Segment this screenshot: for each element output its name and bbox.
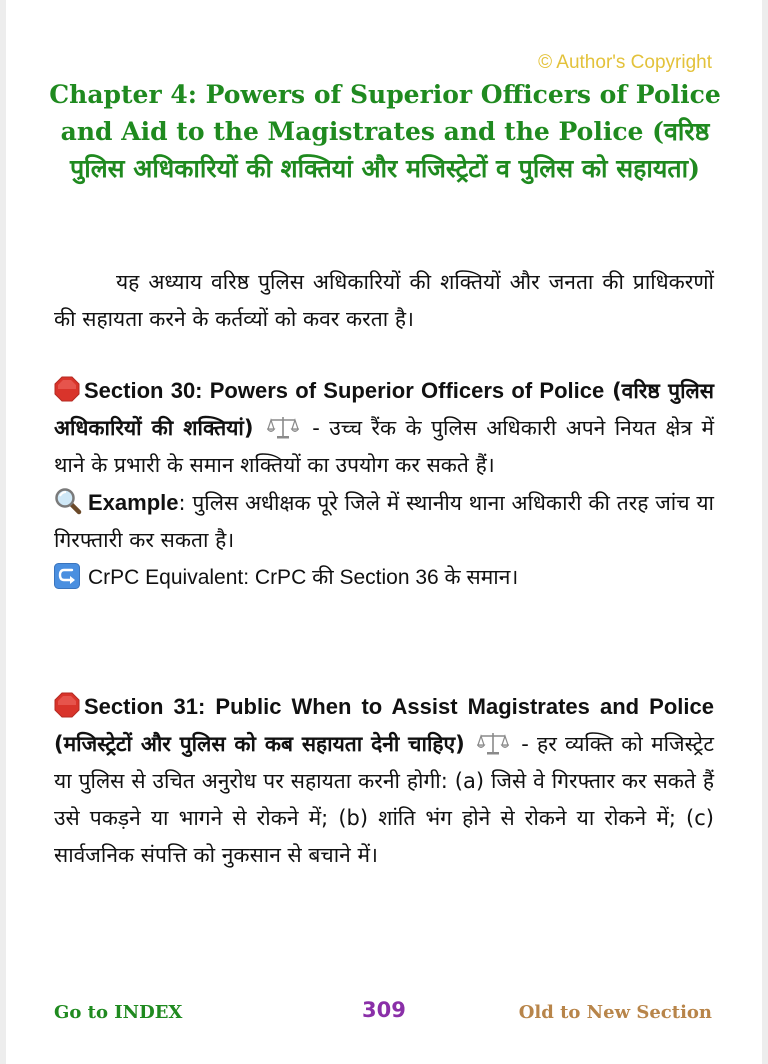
section-30 [54,372,714,596]
chapter-title-hindi: (वरिष्ठ पुलिस अधिकारियों की शक्तियां और मजिस्ट्रेटों व पुलिस को सहायता) [70,117,710,183]
page-footer [6,998,762,1028]
section-30-body: - उच्च रैंक के पुलिस अधिकारी अपने नियत क्षेत्र में थाने के प्रभारी के समान शक्तियों का उपयोग कर सकते हैं। [54,416,714,477]
example-label: Example [88,490,179,515]
section-31-heading-hindi: (मजिस्ट्रेटों और पुलिस को कब सहायता देनी चाहिए) [54,732,465,756]
section-31-heading: Section 31: Public When to Assist Magistrates and Police [84,694,714,719]
old-to-new-section-link[interactable]: Old to New Section [518,1002,712,1023]
balance-scale-icon [267,414,299,438]
return-arrow-icon [54,563,80,589]
chapter-title-english: Chapter 4: Powers of Superior Officers of Police and Aid to the Magistrates and the Police [49,80,721,146]
document-page [6,0,762,1064]
section-30-heading: Section 30: Powers of Superior Officers of Police [84,378,605,403]
page-number: 309 [362,998,406,1022]
example-text: : पुलिस अधीक्षक पूरे जिले में स्थानीय थाना अधिकारी की तरह जांच या गिरफ्तारी कर सकता है। [54,491,714,552]
balance-scale-icon [477,730,509,754]
crpc-equivalent-text: CrPC Equivalent: CrPC की Section 36 के समान। [88,566,519,589]
section-30-crpc-equivalent [54,559,714,596]
section-30-example [54,484,714,559]
chapter-title [46,76,724,187]
magnifying-glass-icon [54,487,82,515]
stop-sign-icon [54,692,80,718]
chapter-intro: यह अध्याय वरिष्ठ पुलिस अधिकारियों की शक्तियों और जनता की प्राधिकरणों की सहायता करने के कर्तव्यों को कवर करता है। [54,270,714,331]
section-31-body: - हर व्यक्ति को मजिस्ट्रेट या पुलिस से उचित अनुरोध पर सहायता करनी होगी: (a) जिसे वे गिरफ्तार कर सकते हैं उसे पकड़ने या भागने से रोकने में; (b) शांति भंग होने से रोकने या रोकने में; (c) सार्वजनिक संपत्ति को नुकसान से बचाने में। [54,732,714,867]
stop-sign-icon [54,376,80,402]
section-30-heading-hindi: (वरिष्ठ पुलिस अधिकारियों की शक्तियां) [54,379,714,440]
section-31 [54,688,714,874]
copyright-notice: © Author's Copyright [538,52,712,73]
go-to-index-link[interactable]: Go to INDEX [54,1002,183,1023]
